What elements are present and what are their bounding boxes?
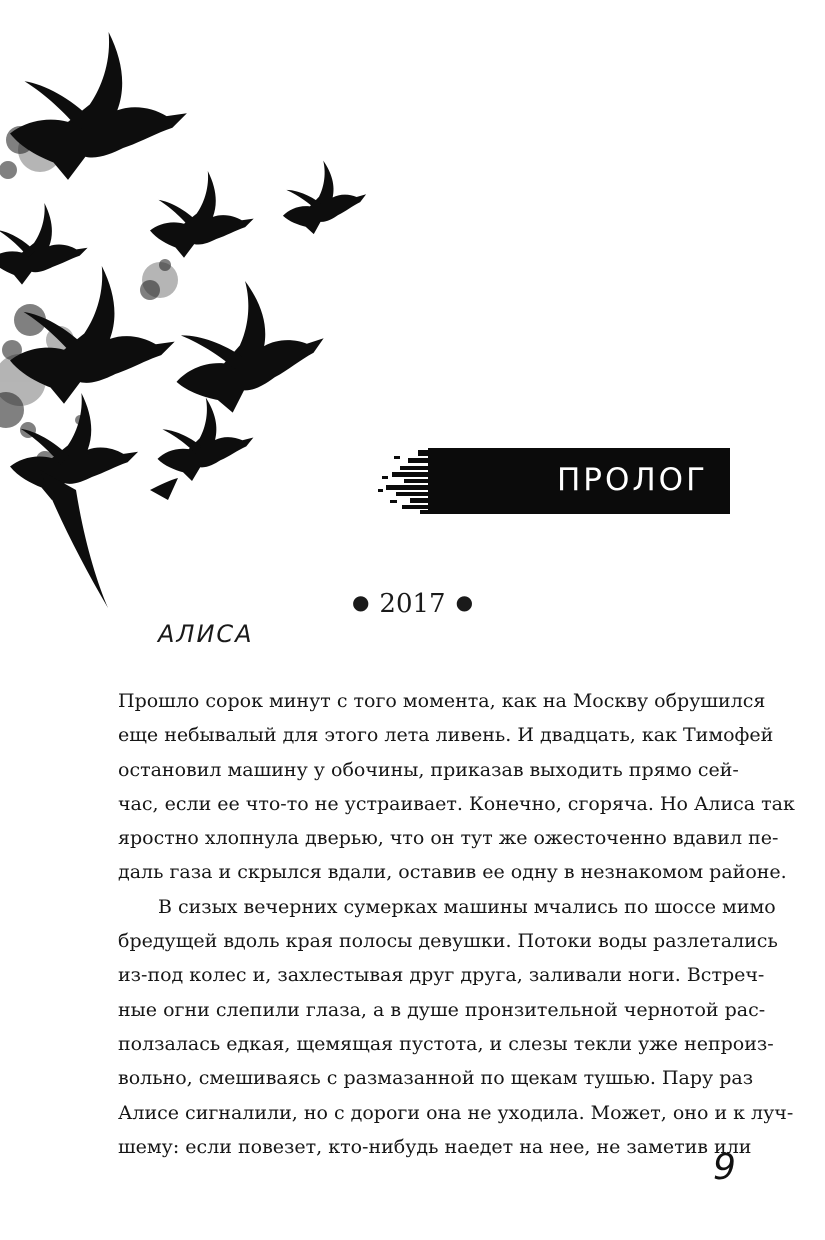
crows-illustration <box>0 20 370 610</box>
text-line: шему: если повезет, кто-нибудь наедет на нее, не заметив или <box>118 1135 752 1158</box>
text-line: Прошло сорок минут с того момента, как на Москву обрушился <box>118 690 766 712</box>
paragraph-2 <box>118 890 794 1164</box>
text-line: бредущей вдоль края полосы девушки. Потоки воды разлетались <box>118 930 778 953</box>
text-line: из-под колес и, захлестывая друг друга, заливали ноги. Встреч- <box>118 964 765 987</box>
year-text: 2017 <box>379 589 446 619</box>
text-line: В сизых вечерних сумерках машины мчались по шоссе мимо <box>158 895 776 918</box>
text-line: ползалась едкая, щемящая пустота, и слезы текли уже непроиз- <box>118 1032 774 1055</box>
bullet-left: ● <box>351 590 370 614</box>
body-text <box>118 684 795 1164</box>
page-number: 9 <box>713 1147 736 1188</box>
text-line: еще небывалый для этого лета ливень. И двадцать, как Тимофей <box>118 724 774 747</box>
text-line: яростно хлопнула дверью, что он тут же ожесточенно вдавил пе- <box>118 827 779 850</box>
chapter-title: ПРОЛОГ <box>556 462 708 498</box>
text-line: час, если ее что-то не устраивает. Конечно, сгоряча. Но Алиса так <box>118 792 795 815</box>
text-line: даль газа и скрылся вдали, оставив ее одну в незнакомом районе. <box>118 861 787 884</box>
text-line: Алисе сигналили, но с дороги она не уходила. Может, оно и к луч- <box>118 1101 794 1124</box>
paragraph-1 <box>118 684 795 890</box>
chapter-banner <box>378 448 730 514</box>
character-name: АЛИСА <box>158 620 254 648</box>
text-line: вольно, смешиваясь с размазанной по щекам тушью. Пару раз <box>118 1067 754 1090</box>
chapter-year <box>0 584 825 622</box>
text-line: остановил машину у обочины, приказав выходить прямо сей- <box>118 758 739 781</box>
text-line: ные огни слепили глаза, а в душе пронзительной чернотой рас- <box>118 998 766 1021</box>
bullet-right: ● <box>455 590 474 614</box>
